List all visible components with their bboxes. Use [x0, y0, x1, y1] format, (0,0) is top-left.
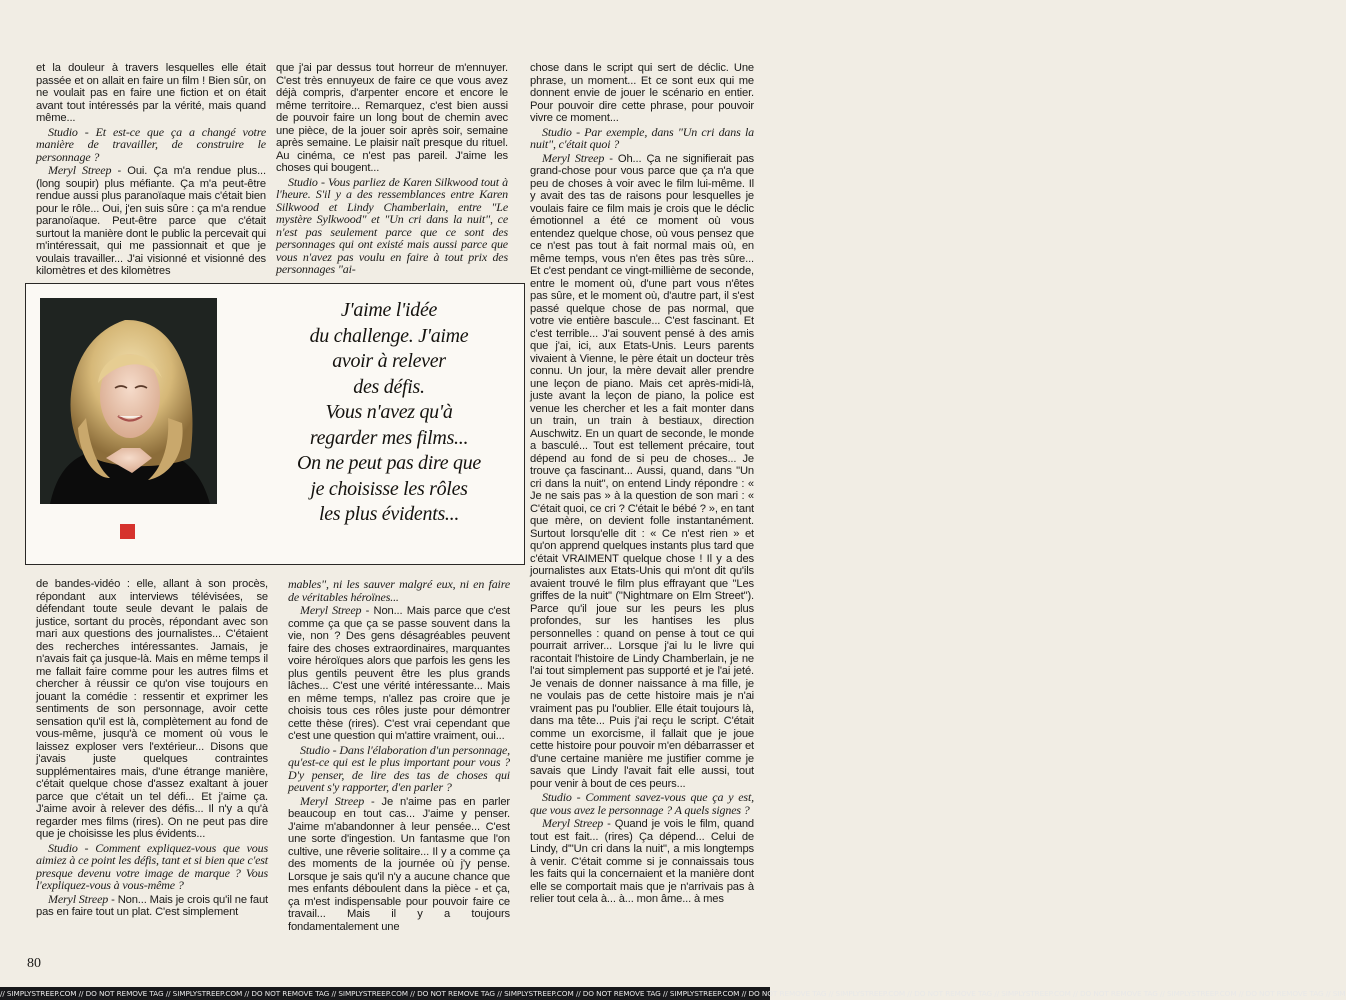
- interview-answer: [288, 604, 510, 743]
- pull-quote: [276, 298, 502, 528]
- speaker-name: Meryl Streep: [48, 163, 112, 177]
- pull-quote-line: des défis.: [353, 375, 425, 398]
- page-number: 80: [27, 956, 41, 971]
- speaker-name: Meryl Streep: [48, 891, 109, 906]
- interview-question: Studio - Dans l'élaboration d'un personnage, qu'est-ce qui est le plus important pour vous ? D'y penser, de lire des tas de choses qui peuvent s'y rapporter, d'en parler ?: [288, 742, 510, 794]
- pull-quote-line: regarder mes films...: [309, 426, 469, 449]
- answer-text: - Quand je vois le film, quand tout est fait... (rires) Ça dépend... Celui de Lindy, d'"Un cri dans la nuit", a mis longtemps à venir. C'était comme si je connaissais tous les faits qui la concernaient et la manière dont elle se comportait mais que je n'arrivais pas à relier tout cela à... à... mon âme... à mes: [530, 818, 754, 905]
- pull-quote-box: [25, 283, 525, 565]
- interview-answer: [530, 152, 754, 791]
- speaker-name: Meryl Streep: [300, 603, 362, 617]
- answer-text: - Oh... Ça ne signifierait pas grand-chose pour vous parce que ça n'a que peu de choses à voir avec le film lui-même. Il y avait des tas de raisons pour lesquelles je voulais faire ce film mais je crois que le déclic émotionnel a été ce moment où vous entendez quelque chose, où vous pensez que ce n'est pas tout à fait normal mais où, en même temps, vous n'en êtes pas très sûre... Et c'est pendant ce vingt-millième de seconde, entre le moment où, d'une part vous n'êtes pas sûre, et le moment où, d'autre part, il s'est passé quelque chose de pas normal, que votre vie entière bascule... C'est fascinant. Et c'est terrible... J'ai souvent pensé à des amis que j'ai, ici, aux Etats-Unis. Leurs parents vivaient à Vienne, le père était un docteur très connu. Un jour, la mère devait aller prendre une leçon de piano. Mais cet après-midi-là, juste avant la leçon de piano, la police est venue les chercher et les a fait monter dans un train, un train à bestiaux, direction Auschwitz. En un quart de seconde, le monde a basculé... Tout est tellement précaire, tout dépend au fond de si peu de choses... Je trouve ça fascinant... Aussi, quand, dans "Un cri dans la nuit", on entend Lindy répondre : « Je ne sais pas » à la question de son mari : « C'était quoi, ce cri ? C'était le bébé ? », en tant que mère, on devient folle instantanément. Surtout lorsqu'elle dit : « Ce n'est rien » et qu'on apprend quelques instants plus tard que c'était VRAIMENT quelque chose ! Il y a des journalistes aux Etats-Unis qui m'ont dit qu'ils avaient trouvé le film plus effrayant que "Les griffes de la nuit" ("Nightmare on Elm Street"). Parce qu'il joue sur les peurs les plus profondes, sur les hantises les plus personnelles : quand on pense à tout ce qui pourrait arriver... Lorsque j'ai lu le livre qui racontait l'histoire de Lindy Chamberlain, je ne l'ai tout simplement pas supporté et je l'ai jeté. Je venais de donner naissance à ma fille, je ne voulais pas de cette histoire mais je n'ai vraiment pas pu l'oublier. Elle était toujours là, dans ma tête... Puis j'ai reçu le script. C'était comme un exorcisme, il fallait que je joue cette histoire pour pouvoir m'en débarrasser et d'une certaine manière me justifier comme je savais que Lindy l'avait fait elle aussi, tout pour venir à bout de ces peurs...: [530, 152, 754, 790]
- pull-quote-line: les plus évidents...: [318, 503, 460, 525]
- article-column-1: [36, 62, 266, 277]
- interview-question: Studio - Vous parliez de Karen Silkwood tout à l'heure. S'il y a des ressemblances entre Karen Silkwood et Lindy Chamberlain, entre "Le mystère Sylkwood" et "Un cri dans la nuit", ce n'est pas seulement parce que ce sont des personnages qui ont existé mais aussi parce que vous n'avez pas voulu en faire à tout prix des personnages "ai-: [276, 174, 508, 276]
- answer-text: - Oui. Ça m'a rendue plus... (long soupir) plus méfiante. Ça m'a peut-être rendue aussi plus paranoïaque mais c'était bien pour le rôle... Oui, j'en suis sûre : ça m'a rendue paranoïaque. Peut-être parce que c'était surtout la manière dont le public la percevait qui m'intéressait, qui me passionnait et que je voulais travailler... J'ai visionné et visionné des kilomètres et des kilomètres: [36, 165, 266, 277]
- red-square-marker: [120, 524, 135, 539]
- pull-quote-line: du challenge. J'aime: [309, 324, 469, 347]
- article-paragraph: de bandes-vidéo : elle, allant à son procès, répondant aux interviews télévisées, se défendant toute seule devant le palais de justice, sortant du procès, répondant avec son mari aux questions des journalistes... C'étaient des recherches intéressantes. Jamais, je n'avais fait ça jusque-là. Mais en même temps il me fallait faire comme pour les autres films et chercher à réussir ce qu'on vise toujours en jouant la comédie : ressentir et exprimer les sentiments de son personnage, avoir cette sensation qu'il est là, complètement au fond de vous-même, jusqu'à ce moment où vous le laissez exploser vers l'extérieur... Disons que j'avais juste quelques contraintes supplémentaires mais, d'une étrange manière, c'était quelque chose d'assez exaltant à jouer parce que c'était un tel défi... Et j'aime ça. J'aime avoir à relever des défis... Il n'y a qu'à regarder mes films (rires). On ne peut pas dire que je choisisse les plus évidents...: [36, 578, 268, 840]
- answer-text: - Je n'aime pas en parler beaucoup en tout cas... J'aime y penser. J'aime m'abandonner à leur pensée... C'est une sorte d'ingestion. Un fantasme que l'on cultive, une rêverie solitaire... Il y a comme ça des moments de la journée où j'y pense. Lorsque je sais qu'il n'y a aucune chance que mes enfants déboulent dans la pièce - et ça, ça m'est indispensable pour pouvoir faire ce travail... Mais il y a toujours fondamentalement une: [288, 795, 510, 933]
- watermark-strip: // SIMPLYSTREEP.COM // DO NOT REMOVE TAG // SIMPLYSTREEP.COM // DO NOT REMOVE TAG // SIMPLYSTREEP.COM // DO NOT REMOVE TAG // SIMPLYSTREEP.COM // DO NOT REMOVE TAG // SIMPLYSTREEP.COM // DO NOT REMOVE TAG // SIMPLYSTREEP.COM // DO NOT REMOVE TAG // SIMPLYSTREEP.COM // DO NOT REMOVE TAG // SIMPLYSTREEP.COM // DO NOT REMOVE TAG // SIM: [0, 989, 1346, 998]
- interview-question: Studio - Et est-ce que ça a changé votre manière de travailler, de construire le personnage ?: [36, 124, 266, 164]
- interview-answer: [36, 893, 268, 919]
- interview-question: Studio - Comment expliquez-vous que vous aimiez à ce point les défis, tant et si bien que c'est presque devenu votre image de marque ? Vous l'expliquez-vous à vous-même ?: [36, 840, 268, 892]
- interview-answer: [36, 164, 266, 278]
- pull-quote-line: J'aime l'idée: [340, 299, 438, 321]
- article-paragraph: et la douleur à travers lesquelles elle était passée et on allait en faire un film ! Bien sûr, on ne voulait pas en faire une fiction et on était avant tout intéressés par la vérité, mais quand même...: [36, 62, 266, 124]
- interview-answer: [288, 795, 510, 934]
- interview-question: mables", ni les sauver malgré eux, ni en faire de véritables héroïnes...: [288, 577, 510, 604]
- interview-question: Studio - Comment savez-vous que ça y est, que vous avez le personnage ? A quels signes ?: [530, 790, 754, 817]
- interview-question: Studio - Par exemple, dans "Un cri dans la nuit", c'était quoi ?: [530, 124, 754, 151]
- pull-quote-line: Vous n'avez qu'à: [325, 401, 453, 423]
- article-column-3: [530, 62, 754, 997]
- pull-quote-line: je choisisse les rôles: [310, 477, 468, 500]
- article-paragraph: chose dans le script qui sert de déclic. Une phrase, un moment... Et ce sont eux qui me donnent envie de jouer le scénario en entier. Pour pouvoir dire cette phrase, pour pouvoir vivre ce moment...: [530, 62, 754, 124]
- article-column-5: [288, 578, 510, 978]
- article-column-4: [36, 578, 268, 978]
- portrait-illustration: [40, 298, 217, 504]
- article-paragraph: que j'ai par dessus tout horreur de m'ennuyer. C'est très ennuyeux de faire ce que vous avez déjà compris, d'arpenter encore et encore le même territoire... Remarquez, c'est bien aussi de pouvoir faire un long bout de chemin avec une pièce, de la jouer soir après soir, semaine après semaine. Le plaisir naît presque du rituel. Au cinéma, ce n'est pas pareil. J'aime les choses qui bougent...: [276, 62, 508, 174]
- pull-quote-line: avoir à relever: [332, 350, 446, 372]
- speaker-name: Meryl Streep: [542, 816, 604, 830]
- speaker-name: Meryl Streep: [300, 793, 365, 808]
- speaker-name: Meryl Streep: [542, 150, 605, 165]
- interview-answer: [530, 817, 754, 906]
- answer-text: - Non... Mais parce que c'est comme ça que ça se passe souvent dans la vie, non ? Des gens désagréables peuvent faire des choses extraordinaires, marquantes voire héroïques alors que parfois les gens les plus gentils peuvent être les plus grands lâches... C'est une vérité intéressante... Mais en même temps, n'allez pas croire que je choisis tous ces rôles juste pour démontrer cette thèse (rires). C'est vrai cependant que c'est une question qui m'attire vraiment, oui...: [288, 605, 510, 742]
- article-column-2: [276, 62, 508, 276]
- pull-quote-line: On ne peut pas dire que: [297, 452, 481, 474]
- answer-text: - Non... Mais je crois qu'il ne faut pas en faire tout un plat. C'est simplement: [36, 893, 268, 918]
- portrait-photo: [40, 298, 217, 504]
